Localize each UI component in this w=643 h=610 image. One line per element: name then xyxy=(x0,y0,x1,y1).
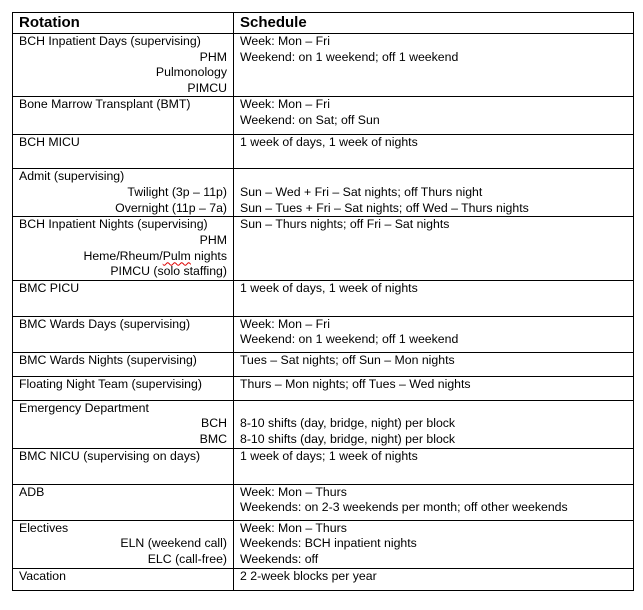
schedule-line: Weekends: BCH inpatient nights xyxy=(240,536,417,551)
rotation-subitem: PHM xyxy=(199,49,227,64)
schedule-line: 2 2-week blocks per year xyxy=(240,568,377,583)
rotation-subitem: Twilight (3p – 11p) xyxy=(127,184,227,199)
schedule-line: Weekend: on 1 weekend; off 1 weekend xyxy=(240,332,459,347)
rotation-title: Emergency Department xyxy=(19,400,149,415)
schedule-cell xyxy=(234,376,634,400)
schedule-line: Weekend: on 1 weekend; off 1 weekend xyxy=(240,49,459,64)
table-row xyxy=(13,169,634,217)
schedule-cell xyxy=(234,169,634,217)
schedule-line: Sun – Tues + Fri – Sat nights; off Wed – Thurs nights xyxy=(240,200,529,215)
table-row xyxy=(13,217,634,280)
schedule-line: 8-10 shifts (day, bridge, night) per block xyxy=(240,431,456,446)
table-row xyxy=(13,135,634,169)
schedule-line: 8-10 shifts (day, bridge, night) per block xyxy=(240,416,456,431)
rotation-title: BMC PICU xyxy=(19,280,80,295)
rotation-subitem: PHM xyxy=(199,232,227,247)
schedule-line: Week: Mon – Fri xyxy=(240,34,330,48)
rotation-cell xyxy=(13,520,234,568)
rotation-subitem: Heme/Rheum/Pulm nights xyxy=(83,248,227,263)
rotation-subitem: BCH xyxy=(201,416,227,431)
schedule-cell xyxy=(234,448,634,484)
rotation-title: BCH MICU xyxy=(19,135,80,150)
schedule-cell xyxy=(234,316,634,352)
rotation-title: BCH Inpatient Days (supervising) xyxy=(19,34,201,48)
table-row xyxy=(13,34,634,97)
table-row xyxy=(13,376,634,400)
rotation-cell xyxy=(13,352,234,376)
rotation-title: BMC NICU (supervising on days) xyxy=(19,448,201,463)
rotation-cell xyxy=(13,217,234,280)
schedule-cell xyxy=(234,217,634,280)
schedule-line: 1 week of days, 1 week of nights xyxy=(240,280,418,295)
schedule-cell xyxy=(234,97,634,135)
schedule-line: 1 week of days; 1 week of nights xyxy=(240,448,418,463)
rotation-subitem: BMC xyxy=(199,431,227,446)
rotation-title: Floating Night Team (supervising) xyxy=(19,376,202,391)
rotation-title: BMC Wards Days (supervising) xyxy=(19,316,191,331)
schedule-line: Week: Mon – Fri xyxy=(240,97,330,112)
rotation-cell xyxy=(13,376,234,400)
schedule-cell xyxy=(234,568,634,590)
schedule-line: Thurs – Mon nights; off Tues – Wed nights xyxy=(240,376,471,391)
schedule-cell xyxy=(234,34,634,97)
schedule-line: 1 week of days, 1 week of nights xyxy=(240,135,418,150)
rotation-title: BMC Wards Nights (supervising) xyxy=(19,352,197,367)
rotation-title: Electives xyxy=(19,520,69,535)
rotation-cell xyxy=(13,169,234,217)
rotation-cell xyxy=(13,34,234,97)
rotation-title: Bone Marrow Transplant (BMT) xyxy=(19,97,191,112)
schedule-line: Weekends: off xyxy=(240,551,319,566)
table-row xyxy=(13,400,634,448)
rotation-title: BCH Inpatient Nights (supervising) xyxy=(19,217,208,232)
schedule-line: Weekends: on 2-3 weekends per month; off other weekends xyxy=(240,500,568,515)
table-row xyxy=(13,316,634,352)
header-row xyxy=(13,13,634,34)
rotation-cell xyxy=(13,97,234,135)
table-row xyxy=(13,568,634,590)
rotation-subitem: Overnight (11p – 7a) xyxy=(115,200,227,215)
schedule-cell xyxy=(234,280,634,316)
rotation-schedule-table xyxy=(12,12,634,591)
rotation-subitem: Pulmonology xyxy=(155,65,227,80)
rotation-cell xyxy=(13,568,234,590)
rotation-cell xyxy=(13,484,234,520)
rotation-cell xyxy=(13,316,234,352)
schedule-document xyxy=(12,12,633,591)
rotation-title: Vacation xyxy=(19,568,66,583)
table-row xyxy=(13,280,634,316)
schedule-line: Week: Mon – Thurs xyxy=(240,484,347,499)
table-row xyxy=(13,448,634,484)
schedule-cell xyxy=(234,352,634,376)
rotation-title: ADB xyxy=(19,484,45,499)
schedule-cell xyxy=(234,135,634,169)
rotation-cell xyxy=(13,448,234,484)
rotation-title: Admit (supervising) xyxy=(19,169,125,184)
rotation-cell xyxy=(13,280,234,316)
table-row xyxy=(13,97,634,135)
schedule-cell xyxy=(234,400,634,448)
schedule-cell xyxy=(234,520,634,568)
table-row xyxy=(13,520,634,568)
header-schedule: Schedule xyxy=(234,13,634,34)
rotation-cell xyxy=(13,400,234,448)
schedule-line: Sun – Thurs nights; off Fri – Sat nights xyxy=(240,217,450,232)
schedule-line: Tues – Sat nights; off Sun – Mon nights xyxy=(240,352,455,367)
schedule-line: Week: Mon – Fri xyxy=(240,316,330,331)
table-row xyxy=(13,484,634,520)
schedule-line: Week: Mon – Thurs xyxy=(240,520,347,535)
schedule-line: Sun – Wed + Fri – Sat nights; off Thurs night xyxy=(240,184,483,199)
rotation-subitem: ELN (weekend call) xyxy=(120,536,227,551)
schedule-cell xyxy=(234,484,634,520)
table-row xyxy=(13,352,634,376)
rotation-subitem: PIMCU xyxy=(187,80,227,95)
schedule-line: Weekend: on Sat; off Sun xyxy=(240,112,380,127)
rotation-cell xyxy=(13,135,234,169)
header-rotation: Rotation xyxy=(13,13,234,34)
rotation-subitem: ELC (call-free) xyxy=(147,551,227,566)
rotation-subitem: PIMCU (solo staffing) xyxy=(110,264,227,279)
